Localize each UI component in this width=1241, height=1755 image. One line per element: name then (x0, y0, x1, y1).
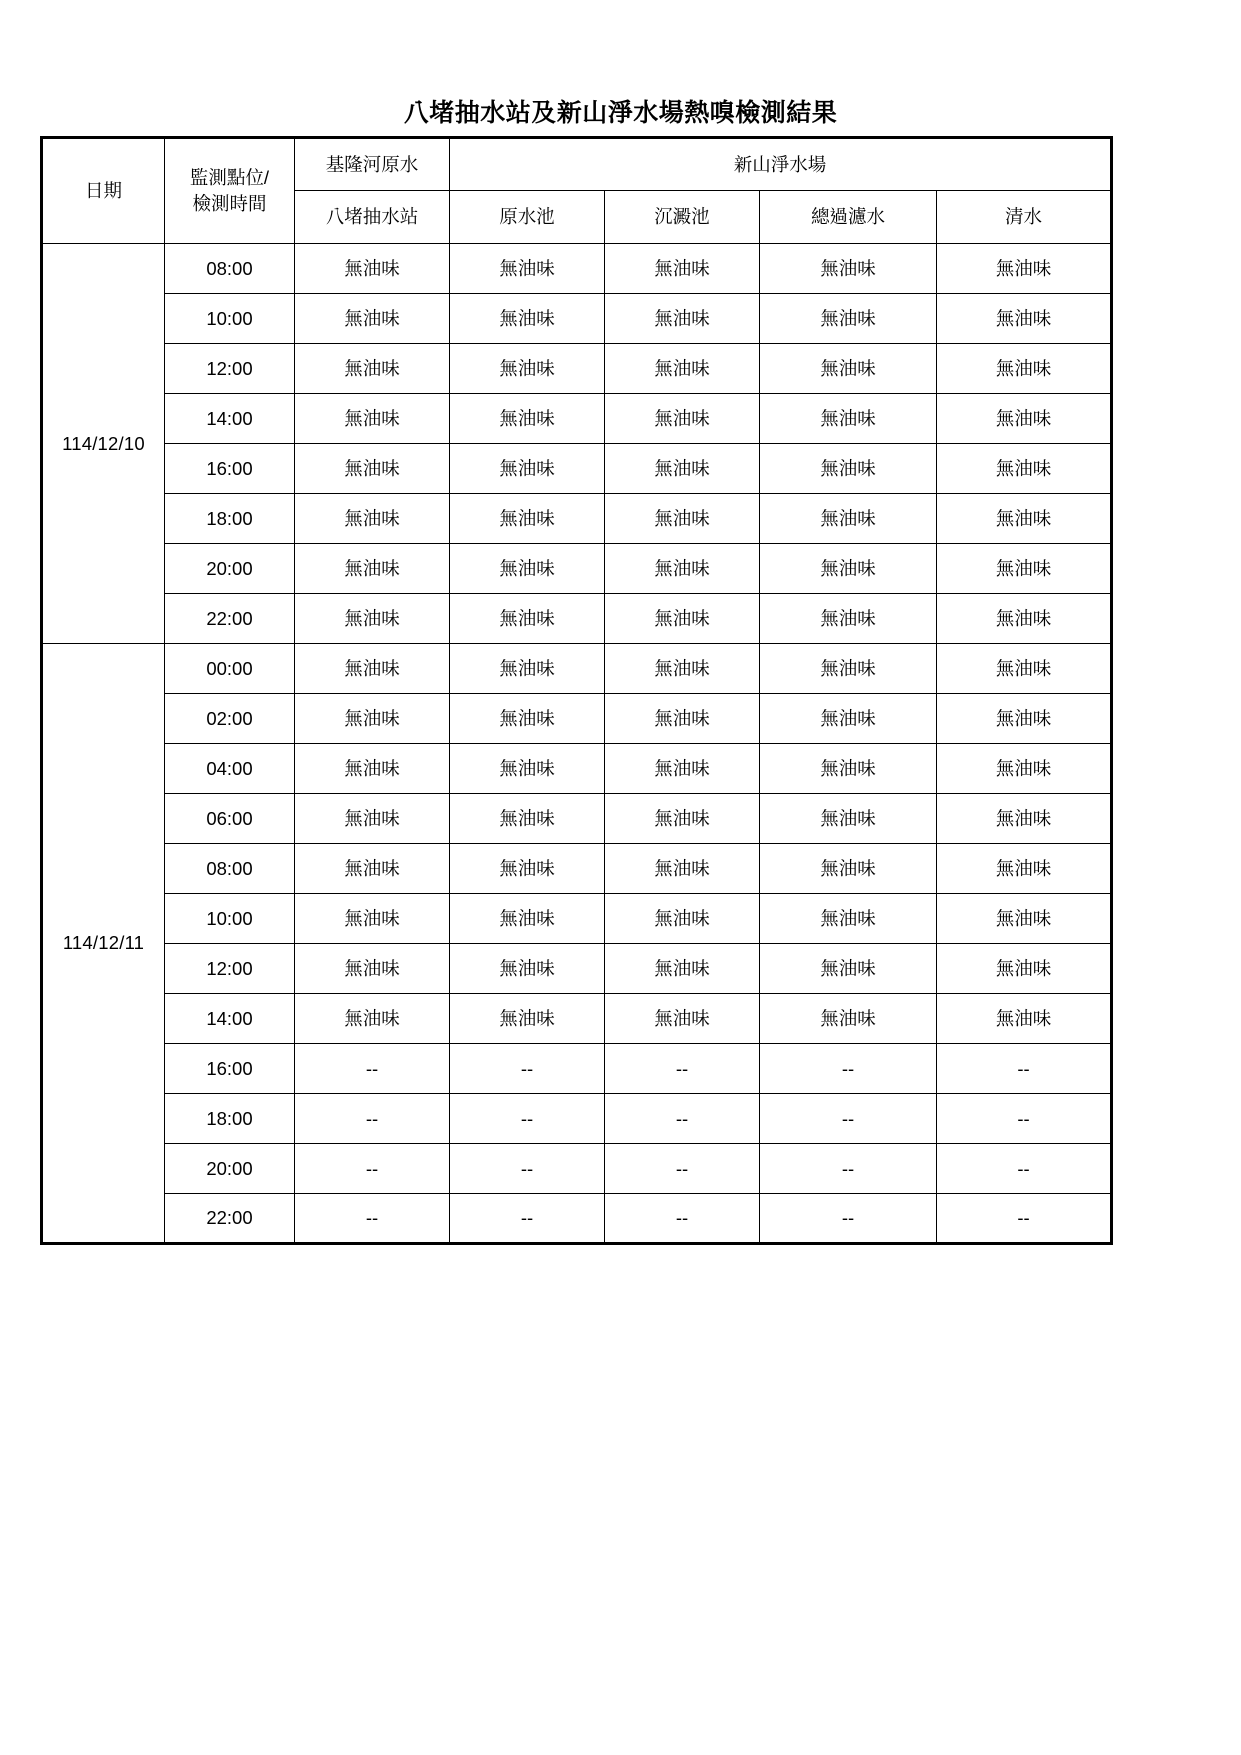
cell-measurement: 無油味 (295, 594, 450, 644)
cell-measurement: 無油味 (295, 494, 450, 544)
cell-measurement: 無油味 (760, 344, 937, 394)
cell-measurement: 無油味 (295, 794, 450, 844)
cell-measurement: 無油味 (605, 794, 760, 844)
cell-measurement: 無油味 (605, 244, 760, 294)
cell-time: 14:00 (165, 394, 295, 444)
page-title: 八堵抽水站及新山淨水場熱嗅檢測結果 (403, 99, 838, 127)
cell-measurement: 無油味 (450, 244, 605, 294)
cell-measurement: 無油味 (450, 694, 605, 744)
cell-measurement: 無油味 (605, 994, 760, 1044)
table-row (42, 994, 1112, 1044)
cell-measurement: 無油味 (295, 694, 450, 744)
cell-measurement: 無油味 (937, 444, 1112, 494)
cell-measurement: 無油味 (295, 444, 450, 494)
table-row (42, 1144, 1112, 1194)
cell-measurement: 無油味 (937, 994, 1112, 1044)
cell-measurement: 無油味 (450, 894, 605, 944)
cell-measurement: -- (450, 1194, 605, 1244)
column-header-badu-pump-station: 八堵抽水站 (295, 191, 450, 244)
cell-measurement: 無油味 (760, 944, 937, 994)
cell-measurement: -- (605, 1044, 760, 1094)
cell-measurement: 無油味 (450, 394, 605, 444)
cell-measurement: 無油味 (605, 694, 760, 744)
cell-measurement: -- (937, 1094, 1112, 1144)
cell-time: 10:00 (165, 894, 295, 944)
detection-results-table (40, 136, 1113, 1245)
cell-measurement: 無油味 (760, 894, 937, 944)
column-header-monitoring-point-time (165, 138, 295, 244)
cell-measurement: -- (937, 1194, 1112, 1244)
cell-measurement: -- (295, 1094, 450, 1144)
cell-measurement: 無油味 (760, 394, 937, 444)
cell-measurement: 無油味 (760, 744, 937, 794)
cell-measurement: 無油味 (605, 494, 760, 544)
cell-measurement: 無油味 (760, 644, 937, 694)
cell-measurement: 無油味 (450, 344, 605, 394)
cell-measurement: 無油味 (295, 644, 450, 694)
cell-measurement: 無油味 (605, 394, 760, 444)
cell-date: 114/12/10 (42, 244, 165, 644)
cell-measurement: 無油味 (937, 644, 1112, 694)
table-row (42, 344, 1112, 394)
table-row (42, 644, 1112, 694)
table-row (42, 1094, 1112, 1144)
results-table-container (40, 136, 1110, 1245)
cell-measurement: 無油味 (605, 594, 760, 644)
cell-measurement: 無油味 (450, 994, 605, 1044)
cell-time: 16:00 (165, 444, 295, 494)
column-header-raw-water-pond: 原水池 (450, 191, 605, 244)
cell-measurement: -- (605, 1144, 760, 1194)
cell-measurement: 無油味 (760, 994, 937, 1044)
cell-measurement: 無油味 (295, 994, 450, 1044)
table-header-row-groups (42, 138, 1112, 191)
table-row (42, 294, 1112, 344)
cell-time: 02:00 (165, 694, 295, 744)
cell-measurement: 無油味 (760, 694, 937, 744)
cell-measurement: 無油味 (937, 944, 1112, 994)
cell-time: 12:00 (165, 944, 295, 994)
cell-measurement: 無油味 (760, 294, 937, 344)
column-header-clear-water: 清水 (937, 191, 1112, 244)
cell-measurement: 無油味 (295, 944, 450, 994)
cell-time: 18:00 (165, 1094, 295, 1144)
cell-time: 04:00 (165, 744, 295, 794)
cell-measurement: 無油味 (937, 394, 1112, 444)
cell-time: 22:00 (165, 1194, 295, 1244)
cell-measurement: 無油味 (295, 544, 450, 594)
cell-time: 08:00 (165, 844, 295, 894)
cell-time: 20:00 (165, 544, 295, 594)
cell-measurement: 無油味 (605, 344, 760, 394)
cell-measurement: 無油味 (937, 344, 1112, 394)
cell-measurement: 無油味 (937, 744, 1112, 794)
cell-time: 12:00 (165, 344, 295, 394)
cell-measurement: 無油味 (450, 644, 605, 694)
cell-measurement: 無油味 (937, 294, 1112, 344)
cell-measurement: 無油味 (295, 344, 450, 394)
cell-measurement: 無油味 (295, 894, 450, 944)
table-row (42, 694, 1112, 744)
table-row (42, 844, 1112, 894)
cell-measurement: 無油味 (760, 444, 937, 494)
table-row (42, 394, 1112, 444)
cell-time: 18:00 (165, 494, 295, 544)
table-row (42, 1044, 1112, 1094)
cell-measurement: 無油味 (937, 544, 1112, 594)
cell-measurement: -- (760, 1044, 937, 1094)
cell-measurement: 無油味 (605, 444, 760, 494)
table-row (42, 794, 1112, 844)
cell-measurement: -- (760, 1144, 937, 1194)
table-row (42, 1194, 1112, 1244)
cell-time: 08:00 (165, 244, 295, 294)
cell-measurement: 無油味 (295, 744, 450, 794)
column-header-sedimentation-basin: 沉澱池 (605, 191, 760, 244)
cell-measurement: 無油味 (450, 944, 605, 994)
cell-measurement: -- (937, 1044, 1112, 1094)
cell-measurement: 無油味 (760, 544, 937, 594)
table-row (42, 894, 1112, 944)
cell-measurement: 無油味 (450, 494, 605, 544)
cell-measurement: 無油味 (295, 394, 450, 444)
column-header-total-filtered-water: 總過濾水 (760, 191, 937, 244)
cell-time: 00:00 (165, 644, 295, 694)
table-row (42, 744, 1112, 794)
cell-measurement: -- (605, 1094, 760, 1144)
column-header-time-line1: 監測點位/ (189, 167, 270, 188)
cell-measurement: 無油味 (450, 844, 605, 894)
cell-measurement: 無油味 (605, 544, 760, 594)
table-row (42, 544, 1112, 594)
cell-measurement: 無油味 (937, 494, 1112, 544)
cell-measurement: -- (295, 1194, 450, 1244)
table-row (42, 594, 1112, 644)
cell-time: 10:00 (165, 294, 295, 344)
cell-measurement: 無油味 (760, 244, 937, 294)
cell-measurement: 無油味 (450, 594, 605, 644)
cell-measurement: 無油味 (605, 844, 760, 894)
cell-measurement: 無油味 (937, 694, 1112, 744)
cell-measurement: 無油味 (937, 844, 1112, 894)
table-row (42, 494, 1112, 544)
cell-measurement: 無油味 (295, 294, 450, 344)
cell-measurement: -- (760, 1194, 937, 1244)
cell-measurement: 無油味 (760, 794, 937, 844)
cell-measurement: 無油味 (295, 844, 450, 894)
cell-measurement: -- (937, 1144, 1112, 1194)
cell-measurement: 無油味 (937, 594, 1112, 644)
column-header-time-line2: 檢測時間 (192, 193, 267, 214)
cell-measurement: 無油味 (760, 594, 937, 644)
cell-measurement: 無油味 (450, 794, 605, 844)
cell-measurement: 無油味 (605, 644, 760, 694)
cell-measurement: -- (295, 1144, 450, 1194)
cell-time: 16:00 (165, 1044, 295, 1094)
cell-measurement: -- (450, 1144, 605, 1194)
cell-measurement: -- (295, 1044, 450, 1094)
cell-measurement: 無油味 (605, 294, 760, 344)
table-row (42, 944, 1112, 994)
cell-measurement: 無油味 (760, 844, 937, 894)
cell-time: 14:00 (165, 994, 295, 1044)
cell-measurement: 無油味 (450, 294, 605, 344)
cell-measurement: 無油味 (450, 444, 605, 494)
table-header (42, 138, 1112, 244)
cell-measurement: -- (760, 1094, 937, 1144)
column-group-header-keelung-river-raw-water: 基隆河原水 (295, 138, 450, 191)
cell-measurement: 無油味 (450, 544, 605, 594)
cell-measurement: -- (605, 1194, 760, 1244)
cell-measurement: 無油味 (295, 244, 450, 294)
cell-measurement: 無油味 (937, 794, 1112, 844)
column-group-header-xinshan-water-plant: 新山淨水場 (450, 138, 1112, 191)
cell-time: 06:00 (165, 794, 295, 844)
cell-measurement: 無油味 (937, 894, 1112, 944)
cell-date: 114/12/11 (42, 644, 165, 1244)
cell-time: 22:00 (165, 594, 295, 644)
table-row (42, 244, 1112, 294)
cell-measurement: 無油味 (760, 494, 937, 544)
cell-measurement: 無油味 (937, 244, 1112, 294)
cell-measurement: 無油味 (605, 944, 760, 994)
cell-measurement: 無油味 (605, 744, 760, 794)
table-body (42, 244, 1112, 1244)
table-row (42, 444, 1112, 494)
cell-measurement: 無油味 (605, 894, 760, 944)
cell-time: 20:00 (165, 1144, 295, 1194)
cell-measurement: -- (450, 1094, 605, 1144)
column-header-date: 日期 (42, 138, 165, 244)
cell-measurement: 無油味 (450, 744, 605, 794)
cell-measurement: -- (450, 1044, 605, 1094)
